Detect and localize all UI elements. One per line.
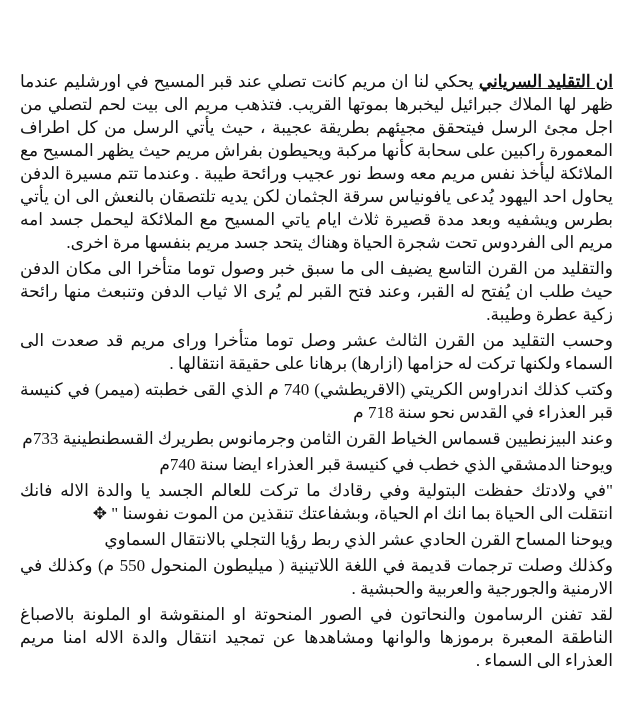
paragraph-translations: [20, 554, 613, 600]
document-body: [20, 70, 613, 675]
paragraph-john-damascene: [20, 453, 613, 476]
paragraph-hymn-quote: [20, 479, 613, 525]
paragraph-syriac-tradition: [20, 70, 613, 254]
paragraph-thirteenth-century: [20, 329, 613, 375]
paragraph-ninth-century: [20, 257, 613, 326]
paragraph-text: لقد تفنن الرسامون والنحاتون في الصور المنحوتة او المنقوشة او الملونة بالاصباغ الناطقة المعبرة برموزها والوانها ومشاهدها عن تمجيد انتقال والدة الاله امنا مريم العذراء الى السماء .: [20, 605, 613, 670]
paragraph-artists: [20, 603, 613, 672]
paragraph-text: يحكي لنا ان مريم كانت تصلي عند قبر المسيح في اورشليم عندما ظهر لها الملاك جبرائيل ليخبرها بموتها القريب. فتذهب مريم الى بيت لحم لتصلي من اجل مجئ الرسل فيتحقق مجيئهم بطريقة عجيبة ، حيث يأتي الرسل من كل اطراف المعمورة راكبين على سحابة كأنها مركبة ويحيطون بفراش مريم حيث يظهر المسيح مع الملائكة ليأخذ نفس مريم معه وسط نور عجيب ورائحة طيبة . وعندما تتم مسيرة الدفن يحاول احد اليهود يُدعى يافونياس سرقة الجثمان لكن يديه تلتصقان بالنعش الى ان يأتي بطرس ويشفيه وبعد مدة قصيرة ثلاث ايام ياتي المسيح مع الملائكة ليحمل جسد امه مريم الى الفردوس تحت شجرة الحياة وهناك يتحد جسد مريم بنفسها مرة اخرى.: [20, 72, 613, 252]
paragraph-andrew-of-crete: [20, 378, 613, 424]
paragraph-text: وكتب كذلك اندراوس الكريتي (الاقريطشي) 740 م الذي القى خطبته (ميمر) في كنيسة قبر العذراء في القدس نحو سنة 718 م: [20, 380, 613, 422]
paragraph-text: ويوحنا المساح القرن الحادي عشر الذي ربط رؤيا التجلي بالانتقال السماوي: [104, 530, 613, 549]
paragraph-text: ويوحنا الدمشقي الذي خطب في كنيسة قبر العذراء ايضا سنة 740م: [159, 455, 613, 474]
paragraph-text: "في ولادتك حفظت البتولية وفي رقادك ما تركت للعالم الجسد يا والدة الاله فانك انتقلت الى الحياة بما انك ام الحياة، وبشفاعتك تنقذين من الموت نفوسنا " ✥: [20, 481, 613, 523]
paragraph-text: وكذلك وصلت ترجمات قديمة في اللغة اللاتينية ( ميليطون المنحول 550 م) وكذلك في الارمنية والجورجية والعربية والحبشية .: [20, 556, 613, 598]
paragraph-text: وعند البيزنطيين قسماس الخياط القرن الثامن وجرمانوس بطريرك القسطنطينية 733م: [22, 429, 613, 448]
paragraph-text: والتقليد من القرن التاسع يضيف الى ما سبق خبر وصول توما متأخرا الى مكان الدفن حيث طلب ان يُفتح له القبر، وعند فتح القبر لم يُرى الا ثياب الدفن وتنبعث منها رائحة زكية عطرة وطيبة.: [20, 259, 613, 324]
paragraph-text: وحسب التقليد من القرن الثالث عشر وصل توما متأخرا وراى مريم قد صعدت الى السماء ولكنها تركت له حزامها (ازارها) برهانا على حقيقة انتقالها .: [20, 331, 613, 373]
paragraph-lead: ان التقليد السرياني: [478, 72, 614, 91]
paragraph-john-moschos: [20, 528, 613, 551]
paragraph-byzantines: [20, 427, 613, 450]
